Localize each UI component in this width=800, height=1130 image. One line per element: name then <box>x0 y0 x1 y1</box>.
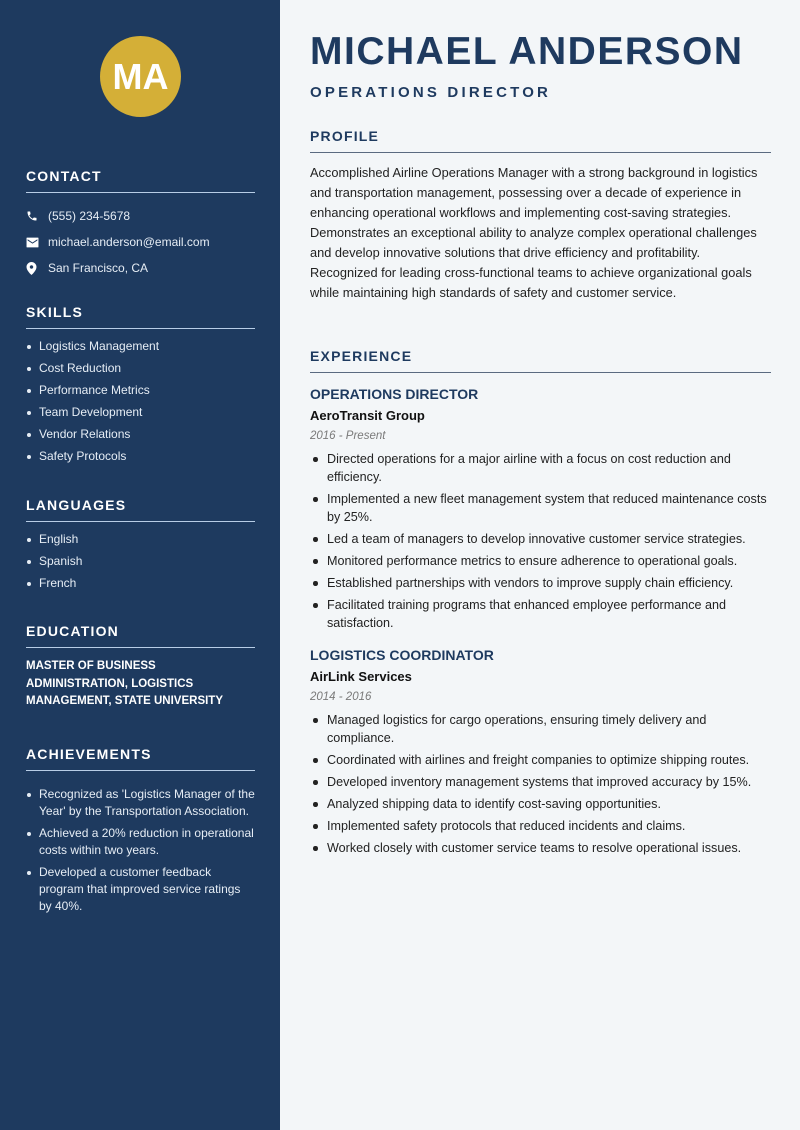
job-bullet: Worked closely with customer service teams to resolve operational issues. <box>310 839 771 857</box>
language-item: French <box>26 575 255 592</box>
job-entry <box>310 646 771 857</box>
language-item: English <box>26 531 255 548</box>
contact-email <box>26 229 255 255</box>
sidebar <box>0 0 280 1130</box>
avatar-initials: MA <box>112 55 169 97</box>
skill-item: Cost Reduction <box>26 360 255 377</box>
job-bullet: Established partnerships with vendors to improve supply chain efficiency. <box>310 574 771 592</box>
skill-item: Team Development <box>26 404 255 421</box>
languages-list <box>26 531 255 592</box>
achievement-item: Developed a customer feedback program that improved service ratings by 40%. <box>26 864 255 915</box>
experience-section <box>310 348 771 861</box>
job-company: AeroTransit Group <box>310 408 425 423</box>
skills-section <box>26 304 255 470</box>
language-item: Spanish <box>26 553 255 570</box>
experience-heading: EXPERIENCE <box>310 348 771 373</box>
skill-item: Performance Metrics <box>26 382 255 399</box>
contact-location <box>26 255 255 281</box>
email-icon <box>26 237 48 248</box>
phone-text[interactable]: (555) 234-5678 <box>48 209 131 223</box>
job-bullet: Directed operations for a major airline with a focus on cost reduction and efficiency. <box>310 450 771 486</box>
location-pin-icon <box>26 262 48 275</box>
job-bullet: Implemented a new fleet management system that reduced maintenance costs by 25%. <box>310 490 771 526</box>
profile-section <box>310 128 771 303</box>
job-title: OPERATIONS DIRECTOR <box>310 386 479 402</box>
languages-heading: LANGUAGES <box>26 497 255 522</box>
achievements-heading: ACHIEVEMENTS <box>26 746 255 771</box>
candidate-name: MICHAEL ANDERSON <box>310 30 744 73</box>
job-dates: 2014 - 2016 <box>310 691 372 703</box>
achievements-list <box>26 786 255 915</box>
skill-item: Vendor Relations <box>26 426 255 443</box>
job-bullet: Facilitated training programs that enhanced employee performance and satisfaction. <box>310 596 771 632</box>
job-bullet: Analyzed shipping data to identify cost-saving opportunities. <box>310 795 771 813</box>
education-section <box>26 623 255 711</box>
skill-item: Logistics Management <box>26 338 255 355</box>
job-bullet: Managed logistics for cargo operations, ensuring timely delivery and compliance. <box>310 711 771 747</box>
job-bullets <box>310 711 771 857</box>
candidate-title: OPERATIONS DIRECTOR <box>310 84 552 101</box>
email-text[interactable]: michael.anderson@email.com <box>48 235 210 249</box>
skills-heading: SKILLS <box>26 304 255 329</box>
phone-icon <box>26 210 48 222</box>
contact-phone <box>26 203 255 229</box>
contact-list <box>26 203 255 281</box>
achievement-item: Recognized as 'Logistics Manager of the Year' by the Transportation Association. <box>26 786 255 820</box>
location-text: San Francisco, CA <box>48 261 149 275</box>
job-bullet: Implemented safety protocols that reduced incidents and claims. <box>310 817 771 835</box>
achievement-item: Achieved a 20% reduction in operational costs within two years. <box>26 825 255 859</box>
job-bullet: Coordinated with airlines and freight companies to optimize shipping routes. <box>310 751 771 769</box>
avatar <box>100 36 181 117</box>
job-bullet: Monitored performance metrics to ensure adherence to operational goals. <box>310 552 771 570</box>
profile-text: Accomplished Airline Operations Manager with a strong background in logistics and transportation management, possessing over a decade of experience in enhancing operational workflows and implementing cost-saving strategies. Demonstrates an exceptional ability to analyze complex operational challenges and develop innovative solutions that drive efficiency and profitability. Recognized for leading cross-functional teams to achieve organizational goals while maintaining high standards of safety and customer service. <box>310 165 758 300</box>
job-title: LOGISTICS COORDINATOR <box>310 647 494 663</box>
contact-section <box>26 168 255 281</box>
languages-section <box>26 497 255 597</box>
contact-heading: CONTACT <box>26 168 255 193</box>
job-dates: 2016 - Present <box>310 430 386 442</box>
education-text: MASTER OF BUSINESS ADMINISTRATION, LOGISTICS MANAGEMENT, STATE UNIVERSITY <box>26 660 223 707</box>
job-company: AirLink Services <box>310 669 412 684</box>
achievements-section <box>26 746 255 920</box>
skill-item: Safety Protocols <box>26 448 255 465</box>
profile-heading: PROFILE <box>310 128 771 153</box>
job-entry <box>310 385 771 632</box>
job-bullets <box>310 450 771 632</box>
skills-list <box>26 338 255 465</box>
job-bullet: Led a team of managers to develop innovative customer service strategies. <box>310 530 771 548</box>
education-heading: EDUCATION <box>26 623 255 648</box>
job-bullet: Developed inventory management systems that improved accuracy by 15%. <box>310 773 771 791</box>
